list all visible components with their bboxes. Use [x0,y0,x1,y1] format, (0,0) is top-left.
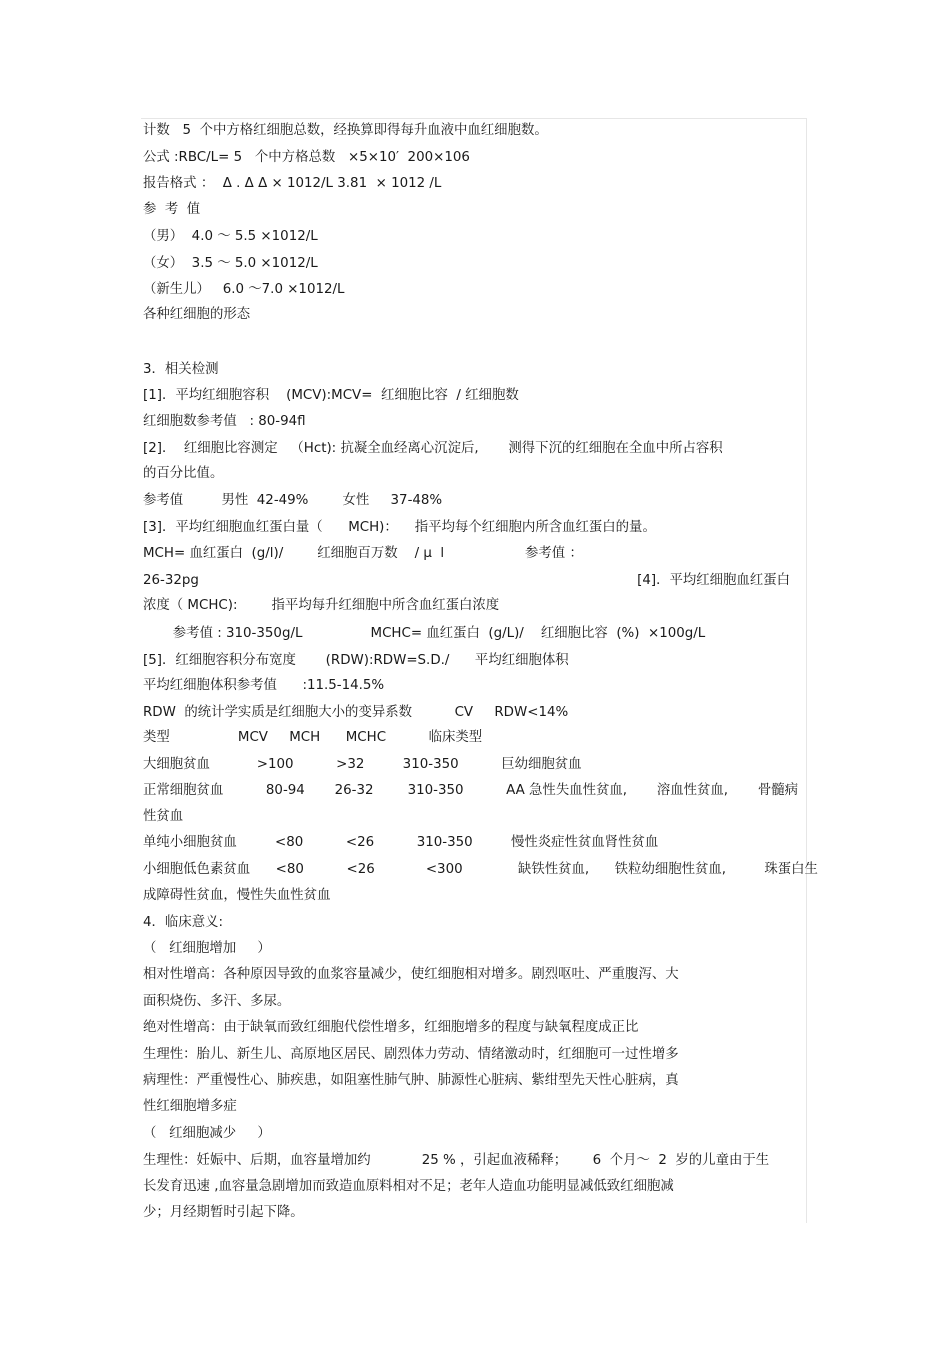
text-line: [5]．红细胞容积分布宽度 (RDW):RDW=S.D./ 平均红细胞体积 [143,653,569,668]
table-row: 正常细胞贫血 80-94 26-32 310-350 AA 急性失血性贫血, 溶血性贫血, 骨髓病 [143,783,799,798]
text-line: （女） 3.5 ～ 5.0 ×1012/L [143,256,318,271]
table-row: 小细胞低色素贫血 <80 <26 <300 缺铁性贫血, 铁粒幼细胞性贫血, 珠蛋白生 [143,862,818,877]
text-line: 公式 :RBC/L= 5 个中方格总数 ×5×10′ 200×106 [143,150,470,165]
text-line: 病理性：严重慢性心、肺疾患，如阻塞性肺气肿、肺源性心脏病、紫绀型先天性心脏病，真 [143,1073,679,1088]
text-line: 长发育迅速 ,血容量急剧增加而致造血原料相对不足；老年人造血功能明显减低致红细胞减 [143,1179,674,1194]
text-line: 面积烧伤、多汗、多尿。 [143,994,291,1009]
text-line: 绝对性增高：由于缺氧而致红细胞代偿性增多，红细胞增多的程度与缺氧程度成正比 [143,1020,639,1035]
text-line: 计数 5 个中方格红细胞总数，经换算即得每升血液中血红细胞数。 [143,123,548,138]
table-row: 单纯小细胞贫血 <80 <26 310-350 慢性炎症性贫血肾性贫血 [143,835,659,850]
text-line: 生理性：妊娠中、后期，血容量增加约 25 % ，引起血液稀释； 6 个月～ 2 岁的儿童由于生 [143,1153,770,1168]
text-line: [4]．平均红细胞血红蛋白 [637,573,790,588]
section-heading: 4．临床意义: [143,915,223,930]
text-line: 报告格式 ： Δ . Δ Δ × 1012/L 3.81 × 1012 /L [143,176,442,191]
text-line: 浓度（ MCHC): 指平均每升红细胞中所含血红蛋白浓度 [143,598,500,613]
text-line: RDW 的统计学实质是红细胞大小的变异系数 CV RDW<14% [143,705,569,720]
text-line: 参 考 值 [143,202,201,217]
text-line: 的百分比值。 [143,466,224,481]
text-line: 各种红细胞的形态 [143,307,251,322]
text-line: 性红细胞增多症 [143,1099,237,1114]
text-line: 成障碍性贫血，慢性失血性贫血 [143,888,331,903]
table-header: 类型 MCV MCH MCHC 临床类型 [143,730,483,745]
text-line: MCH= 血红蛋白 (g/l)/ 红细胞百万数 / μ l 参考值 ： [143,546,583,561]
subheading: （ 红细胞增加 ） [143,941,271,956]
text-line: [3]．平均红细胞血红蛋白量（ MCH)： 指平均每个红细胞内所含血红蛋白的量。 [143,520,656,535]
text-line: （男） 4.0 ～ 5.5 ×1012/L [143,229,318,244]
subheading: （ 红细胞减少 ） [143,1126,271,1141]
text-line: 相对性增高：各种原因导致的血浆容量减少，使红细胞相对增多。剧烈呕吐、严重腹泻、大 [143,967,679,982]
text-line: 红细胞数参考值 : 80-94fl [143,414,306,429]
text-line: 参考值 : 310-350g/L MCHC= 血红蛋白 (g/L)/ 红细胞比容 (%) ×100g/L [143,626,706,641]
text-line: 参考值 男性 42-49% 女性 37-48% [143,493,443,508]
table-row: 大细胞贫血 >100 >32 310-350 巨幼细胞贫血 [143,757,582,772]
text-line: [2]． 红细胞比容测定 （Hct): 抗凝全血经离心沉淀后, 测得下沉的红细胞在全血中所占容积 [143,441,723,456]
text-line: 26-32pg [143,573,199,588]
text-line: 生理性：胎儿、新生儿、高原地区居民、剧烈体力劳动、情绪激动时，红细胞可一过性增多 [143,1047,679,1062]
text-line: （新生儿） 6.0 ～7.0 ×1012/L [143,282,345,297]
text-line: 少；月经期暂时引起下降。 [143,1205,304,1220]
text-line: 平均红细胞体积参考值 :11.5-14.5% [143,678,385,693]
text-line: 性贫血 [143,809,184,824]
text-line: [1]．平均红细胞容积 (MCV):MCV= 红细胞比容 / 红细胞数 [143,388,519,403]
section-heading: 3．相关检测 [143,362,219,377]
